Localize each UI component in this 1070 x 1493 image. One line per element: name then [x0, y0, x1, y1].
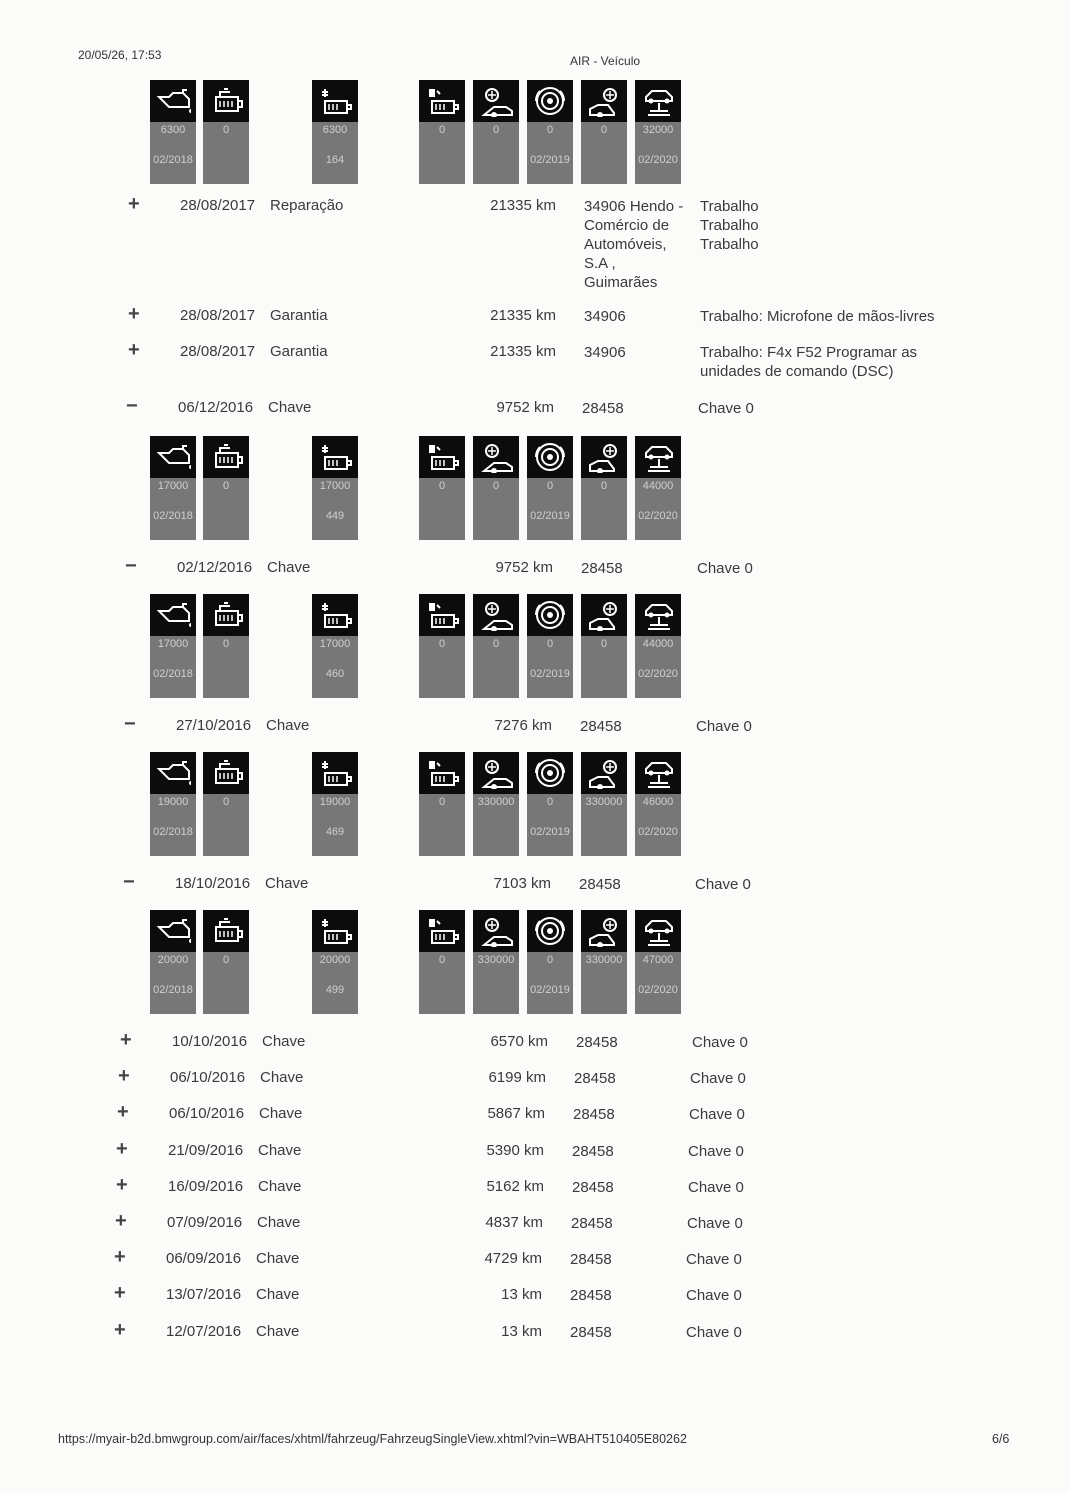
record-mileage: 7276 km	[494, 717, 552, 734]
record-type: Chave	[259, 1105, 303, 1122]
tile-value: 0	[492, 480, 500, 492]
tile-value: 0	[438, 796, 446, 808]
dealer-code: 28458	[572, 1179, 614, 1196]
tile-value: 44000	[642, 638, 674, 650]
service-tile	[635, 752, 681, 856]
record-date: 28/08/2017	[180, 343, 256, 360]
expand-toggle-button[interactable]: −	[125, 555, 137, 577]
record-description: Trabalho Trabalho Trabalho	[700, 198, 759, 253]
service-tile	[203, 910, 249, 1014]
dealer-code: 28458	[582, 400, 624, 417]
record-type: Chave	[258, 1142, 302, 1159]
wheel-icon	[527, 436, 573, 478]
tile-value: 0	[438, 638, 446, 650]
service-tile	[635, 594, 681, 698]
service-tile	[635, 910, 681, 1014]
record-type: Garantia	[270, 307, 328, 324]
fuel-filter-icon	[419, 594, 465, 636]
record-description: Chave 0	[686, 1324, 742, 1341]
tile-date: 469	[325, 826, 345, 838]
record-date: 16/09/2016	[168, 1178, 244, 1195]
lift-inspection-icon	[635, 910, 681, 952]
record-type: Chave	[257, 1214, 301, 1231]
expand-toggle-button[interactable]: +	[128, 339, 140, 361]
tile-value: 0	[222, 796, 230, 808]
wheel-icon	[527, 752, 573, 794]
service-tile	[527, 436, 573, 540]
record-description: Chave 0	[696, 718, 752, 735]
record-description: Chave 0	[687, 1215, 743, 1232]
dealer-code: 28458	[570, 1287, 612, 1304]
front-brake-icon	[473, 752, 519, 794]
service-tile	[581, 752, 627, 856]
brake-fluid-icon	[312, 752, 358, 794]
service-tile	[312, 80, 358, 184]
service-tile	[473, 752, 519, 856]
tile-date: 02/2018	[153, 154, 193, 166]
service-tile	[473, 594, 519, 698]
record-description: Chave 0	[686, 1287, 742, 1304]
tile-value: 0	[492, 124, 500, 136]
tile-value: 0	[222, 124, 230, 136]
service-tile	[419, 910, 465, 1014]
lift-inspection-icon	[635, 594, 681, 636]
front-brake-icon	[473, 436, 519, 478]
fuel-filter-icon	[419, 436, 465, 478]
record-description: Chave 0	[688, 1143, 744, 1160]
tile-date: 02/2020	[638, 826, 678, 838]
record-mileage: 21335 km	[490, 343, 556, 360]
tile-value: 0	[222, 638, 230, 650]
record-type: Chave	[256, 1250, 300, 1267]
rear-brake-icon	[581, 752, 627, 794]
engine-filter-icon	[203, 594, 249, 636]
tile-value: 20000	[157, 954, 189, 966]
tile-date: 02/2018	[153, 510, 193, 522]
engine-filter-icon	[203, 436, 249, 478]
tile-value: 44000	[642, 480, 674, 492]
record-description: Trabalho: Microfone de mãos-livres	[700, 308, 935, 325]
dealer-code: 28458	[579, 876, 621, 893]
tile-value: 32000	[642, 124, 674, 136]
record-type: Chave	[256, 1323, 300, 1340]
oil-can-icon	[150, 910, 196, 952]
tile-value: 0	[438, 480, 446, 492]
service-tile	[419, 752, 465, 856]
tile-value: 17000	[319, 638, 351, 650]
record-description: Chave 0	[698, 400, 754, 417]
oil-can-icon	[150, 594, 196, 636]
record-mileage: 21335 km	[490, 307, 556, 324]
record-type: Reparação	[270, 197, 344, 214]
service-tile	[419, 594, 465, 698]
lift-inspection-icon	[635, 752, 681, 794]
tile-date: 02/2020	[638, 154, 678, 166]
tile-value: 0	[222, 480, 230, 492]
dealer-code: 28458	[581, 560, 623, 577]
lift-inspection-icon	[635, 436, 681, 478]
service-tile	[203, 752, 249, 856]
tile-date: 460	[325, 668, 345, 680]
record-date: 13/07/2016	[166, 1286, 242, 1303]
tile-value: 0	[222, 954, 230, 966]
record-mileage: 7103 km	[493, 875, 551, 892]
brake-fluid-icon	[312, 910, 358, 952]
oil-can-icon	[150, 80, 196, 122]
tile-date: 02/2019	[530, 984, 570, 996]
record-type: Garantia	[270, 343, 328, 360]
service-tile	[203, 80, 249, 184]
record-date: 27/10/2016	[176, 717, 252, 734]
service-tile	[203, 436, 249, 540]
expand-toggle-button[interactable]: +	[118, 1065, 130, 1087]
dealer-code: 28458	[573, 1106, 615, 1123]
service-tile	[150, 752, 196, 856]
service-tile	[581, 594, 627, 698]
dealer-code: 28458	[574, 1070, 616, 1087]
dealer-code: 28458	[570, 1251, 612, 1268]
record-mileage: 4729 km	[484, 1250, 542, 1267]
brake-fluid-icon	[312, 436, 358, 478]
record-mileage: 5390 km	[486, 1142, 544, 1159]
expand-toggle-button[interactable]: +	[115, 1210, 127, 1232]
tile-value: 0	[492, 638, 500, 650]
tile-date: 449	[325, 510, 345, 522]
tile-value: 0	[546, 638, 554, 650]
service-tile	[419, 436, 465, 540]
service-tile	[203, 594, 249, 698]
tile-value: 19000	[157, 796, 189, 808]
service-tile	[581, 80, 627, 184]
tile-date: 02/2020	[638, 984, 678, 996]
record-type: Chave	[262, 1033, 306, 1050]
record-description: Chave 0	[689, 1106, 745, 1123]
service-tile	[473, 436, 519, 540]
tile-value: 330000	[477, 796, 515, 808]
front-brake-icon	[473, 910, 519, 952]
service-tile	[150, 594, 196, 698]
tile-value: 330000	[585, 954, 623, 966]
front-brake-icon	[473, 80, 519, 122]
tile-value: 0	[600, 480, 608, 492]
record-type: Chave	[267, 559, 311, 576]
record-description: Chave 0	[695, 876, 751, 893]
service-tile	[635, 436, 681, 540]
record-type: Chave	[265, 875, 309, 892]
brake-fluid-icon	[312, 594, 358, 636]
record-mileage: 13 km	[501, 1286, 542, 1303]
tile-value: 46000	[642, 796, 674, 808]
expand-toggle-button[interactable]: +	[114, 1246, 126, 1268]
service-tile	[527, 752, 573, 856]
expand-toggle-button[interactable]: +	[120, 1029, 132, 1051]
tile-value: 17000	[157, 480, 189, 492]
tile-value: 0	[600, 638, 608, 650]
tile-date: 02/2019	[530, 826, 570, 838]
rear-brake-icon	[581, 594, 627, 636]
wheel-icon	[527, 594, 573, 636]
expand-toggle-button[interactable]: +	[114, 1319, 126, 1341]
rear-brake-icon	[581, 910, 627, 952]
record-date: 10/10/2016	[172, 1033, 248, 1050]
expand-toggle-button[interactable]: −	[124, 713, 136, 735]
service-tile	[635, 80, 681, 184]
record-date: 07/09/2016	[167, 1214, 243, 1231]
tile-value: 0	[600, 124, 608, 136]
footer-url[interactable]: https://myair-b2d.bmwgroup.com/air/faces/xhtml/fahrzeug/FahrzeugSingleView.xhtml?vin=WBAHT510405E80262	[58, 1432, 687, 1446]
record-date: 28/08/2017	[180, 307, 256, 324]
record-date: 06/12/2016	[178, 399, 254, 416]
record-date: 12/07/2016	[166, 1323, 242, 1340]
service-tile	[150, 910, 196, 1014]
service-tile	[581, 910, 627, 1014]
record-mileage: 5162 km	[486, 1178, 544, 1195]
dealer-code: 34906 Hendo - Comércio de Automóveis, S.A , Guimarães	[584, 198, 684, 291]
page-number: 6/6	[992, 1432, 1010, 1446]
tile-value: 6300	[322, 124, 348, 136]
dealer-code: 28458	[572, 1143, 614, 1160]
expand-toggle-button[interactable]: +	[116, 1138, 128, 1160]
service-tile	[473, 80, 519, 184]
tile-value: 330000	[585, 796, 623, 808]
record-date: 21/09/2016	[168, 1142, 244, 1159]
record-description: Chave 0	[690, 1070, 746, 1087]
service-tile	[527, 910, 573, 1014]
dealer-code: 28458	[570, 1324, 612, 1341]
record-date: 02/12/2016	[177, 559, 253, 576]
tile-date: 02/2020	[638, 668, 678, 680]
record-date: 28/08/2017	[180, 197, 256, 214]
record-type: Chave	[256, 1286, 300, 1303]
expand-toggle-button[interactable]: +	[128, 303, 140, 325]
dealer-code: 34906	[584, 344, 626, 361]
wheel-icon	[527, 910, 573, 952]
service-tile	[527, 594, 573, 698]
record-type: Chave	[266, 717, 310, 734]
expand-toggle-button[interactable]: +	[116, 1174, 128, 1196]
service-tile	[150, 80, 196, 184]
service-tile	[527, 80, 573, 184]
dealer-code: 28458	[580, 718, 622, 735]
engine-filter-icon	[203, 910, 249, 952]
fuel-filter-icon	[419, 910, 465, 952]
record-date: 06/10/2016	[169, 1105, 245, 1122]
tile-value: 20000	[319, 954, 351, 966]
tile-value: 17000	[157, 638, 189, 650]
service-tile	[473, 910, 519, 1014]
expand-toggle-button[interactable]: +	[128, 193, 140, 215]
service-tile	[419, 80, 465, 184]
record-mileage: 6199 km	[488, 1069, 546, 1086]
dealer-code: 34906	[584, 308, 626, 325]
front-brake-icon	[473, 594, 519, 636]
tile-date: 499	[325, 984, 345, 996]
tile-date: 02/2020	[638, 510, 678, 522]
tile-value: 0	[438, 954, 446, 966]
fuel-filter-icon	[419, 80, 465, 122]
record-mileage: 9752 km	[496, 399, 554, 416]
record-mileage: 9752 km	[495, 559, 553, 576]
dealer-code: 28458	[571, 1215, 613, 1232]
lift-inspection-icon	[635, 80, 681, 122]
record-mileage: 4837 km	[485, 1214, 543, 1231]
tile-date: 02/2018	[153, 668, 193, 680]
page-title: AIR - Veículo	[570, 54, 641, 68]
record-date: 06/10/2016	[170, 1069, 246, 1086]
record-mileage: 5867 km	[487, 1105, 545, 1122]
expand-toggle-button[interactable]: −	[123, 871, 135, 893]
record-description: Chave 0	[688, 1179, 744, 1196]
tile-value: 47000	[642, 954, 674, 966]
engine-filter-icon	[203, 752, 249, 794]
service-tile	[312, 436, 358, 540]
record-description: Chave 0	[697, 560, 753, 577]
tile-value: 0	[546, 480, 554, 492]
service-tile	[581, 436, 627, 540]
service-tile	[312, 752, 358, 856]
service-tile	[312, 910, 358, 1014]
tile-date: 02/2019	[530, 154, 570, 166]
wheel-icon	[527, 80, 573, 122]
record-type: Chave	[268, 399, 312, 416]
tile-value: 19000	[319, 796, 351, 808]
record-mileage: 21335 km	[490, 197, 556, 214]
tile-value: 330000	[477, 954, 515, 966]
rear-brake-icon	[581, 80, 627, 122]
tile-date: 02/2019	[530, 510, 570, 522]
oil-can-icon	[150, 436, 196, 478]
expand-toggle-button[interactable]: +	[117, 1101, 129, 1123]
record-type: Chave	[260, 1069, 304, 1086]
record-description: Chave 0	[692, 1034, 748, 1051]
service-tile	[150, 436, 196, 540]
tile-date: 164	[325, 154, 345, 166]
brake-fluid-icon	[312, 80, 358, 122]
expand-toggle-button[interactable]: +	[114, 1282, 126, 1304]
oil-can-icon	[150, 752, 196, 794]
record-description: Trabalho: F4x F52 Programar as unidades de comando (DSC)	[700, 344, 918, 380]
tile-date: 02/2018	[153, 984, 193, 996]
record-description: Chave 0	[686, 1251, 742, 1268]
dealer-code: 28458	[576, 1034, 618, 1051]
service-tile	[312, 594, 358, 698]
tile-value: 0	[546, 796, 554, 808]
tile-date: 02/2018	[153, 826, 193, 838]
tile-value: 0	[546, 954, 554, 966]
record-type: Chave	[258, 1178, 302, 1195]
tile-value: 17000	[319, 480, 351, 492]
record-mileage: 6570 km	[490, 1033, 548, 1050]
expand-toggle-button[interactable]: −	[126, 395, 138, 417]
tile-value: 6300	[160, 124, 186, 136]
rear-brake-icon	[581, 436, 627, 478]
tile-date: 02/2019	[530, 668, 570, 680]
record-date: 06/09/2016	[166, 1250, 242, 1267]
engine-filter-icon	[203, 80, 249, 122]
fuel-filter-icon	[419, 752, 465, 794]
tile-value: 0	[546, 124, 554, 136]
record-mileage: 13 km	[501, 1323, 542, 1340]
print-datetime: 20/05/26, 17:53	[78, 48, 162, 62]
record-date: 18/10/2016	[175, 875, 251, 892]
tile-value: 0	[438, 124, 446, 136]
